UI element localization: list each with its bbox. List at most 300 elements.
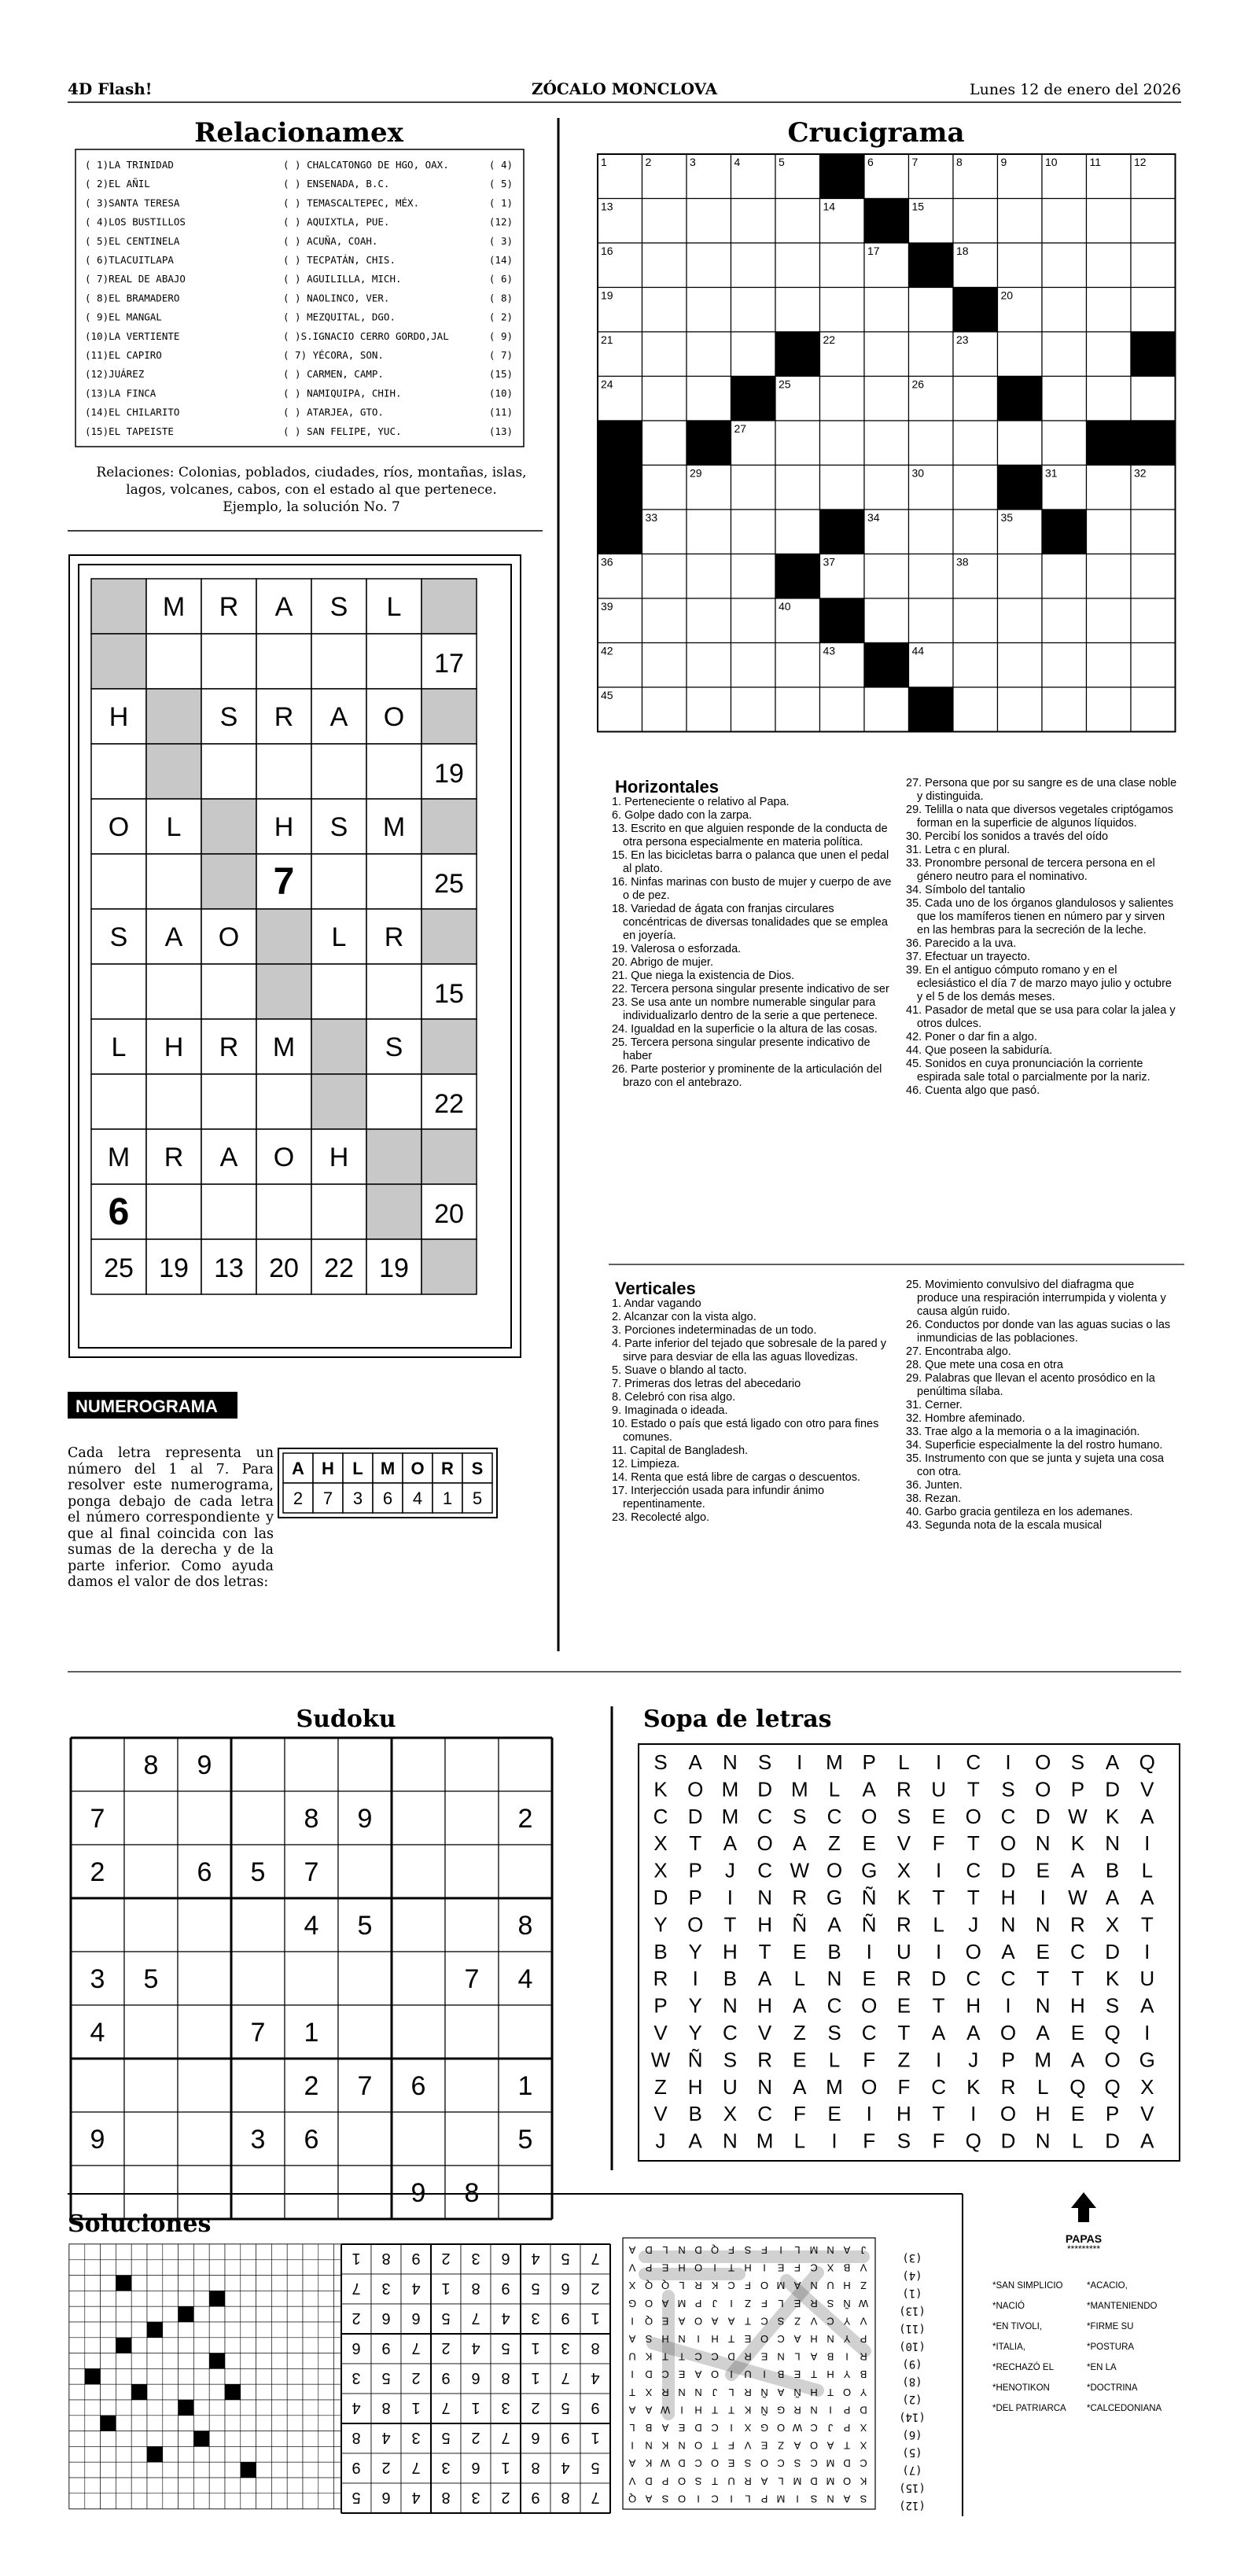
word-search-letter[interactable]: I bbox=[866, 1939, 872, 1963]
word-search-letter[interactable]: C bbox=[757, 1804, 772, 1828]
crossword-cell[interactable] bbox=[642, 199, 687, 244]
crossword-cell[interactable] bbox=[820, 243, 865, 288]
crossword-cell[interactable] bbox=[864, 377, 909, 421]
word-search-letter[interactable]: P bbox=[1070, 1777, 1085, 1801]
crossword-cell[interactable] bbox=[1087, 377, 1132, 421]
numerograma-number-cell[interactable] bbox=[311, 1074, 366, 1129]
word-search-letter[interactable]: O bbox=[965, 1939, 981, 1963]
word-search-letter[interactable]: O bbox=[861, 1993, 878, 2018]
word-search-letter[interactable]: K bbox=[966, 2074, 981, 2099]
sudoku-cell[interactable] bbox=[499, 2005, 552, 2059]
word-search-letter[interactable]: N bbox=[757, 1886, 772, 1909]
crossword-cell[interactable] bbox=[1131, 243, 1176, 288]
word-search-letter[interactable]: R bbox=[1000, 2074, 1016, 2099]
word-search-letter[interactable]: I bbox=[935, 1858, 942, 1882]
crossword-cell[interactable] bbox=[687, 598, 731, 643]
word-search-letter[interactable]: G bbox=[1139, 2048, 1155, 2072]
numerograma-number-cell[interactable] bbox=[256, 1184, 311, 1239]
numerograma-number-cell[interactable] bbox=[201, 964, 256, 1019]
numerograma-number-cell[interactable] bbox=[146, 964, 201, 1019]
word-search-letter[interactable]: H bbox=[1000, 1886, 1016, 1909]
numerograma-number-cell[interactable] bbox=[91, 1074, 146, 1129]
crossword-cell[interactable] bbox=[998, 421, 1043, 466]
numerograma-number-cell[interactable] bbox=[366, 964, 422, 1019]
sudoku-cell[interactable] bbox=[499, 1845, 552, 1898]
word-search-letter[interactable]: C bbox=[931, 2074, 946, 2099]
sudoku-cell[interactable] bbox=[231, 2166, 285, 2219]
word-search-letter[interactable]: O bbox=[687, 1912, 704, 1937]
word-search-letter[interactable]: A bbox=[1140, 1993, 1154, 2018]
word-search-letter[interactable]: N bbox=[1035, 2129, 1051, 2153]
word-search-letter[interactable]: H bbox=[723, 1939, 738, 1963]
word-search-letter[interactable]: M bbox=[721, 1804, 739, 1828]
word-search-letter[interactable]: T bbox=[689, 1831, 702, 1856]
word-search-letter[interactable]: G bbox=[861, 1858, 878, 1882]
word-search-letter[interactable]: H bbox=[757, 1993, 772, 2018]
word-search-letter[interactable]: V bbox=[757, 2021, 772, 2044]
sudoku-cell[interactable] bbox=[178, 1791, 231, 1845]
word-search-letter[interactable]: L bbox=[1141, 1858, 1154, 1882]
crossword-cell[interactable] bbox=[1131, 687, 1176, 732]
crossword-cell[interactable] bbox=[775, 421, 820, 466]
word-search-letter[interactable]: I bbox=[935, 2048, 942, 2072]
sudoku-cell[interactable] bbox=[445, 1791, 499, 1845]
word-search-letter[interactable]: A bbox=[793, 2074, 807, 2099]
crossword-cell[interactable] bbox=[731, 643, 776, 688]
crossword-cell[interactable] bbox=[775, 643, 820, 688]
sudoku-cell[interactable] bbox=[285, 1738, 338, 1791]
word-search-letter[interactable]: L bbox=[793, 2129, 806, 2153]
word-search-letter[interactable]: D bbox=[1105, 2129, 1120, 2153]
crossword-cell[interactable] bbox=[1087, 466, 1132, 510]
crossword-cell[interactable] bbox=[687, 377, 731, 421]
crossword-cell[interactable] bbox=[864, 332, 909, 377]
word-search-letter[interactable]: N bbox=[1035, 1912, 1051, 1937]
word-search-letter[interactable]: V bbox=[1140, 2102, 1154, 2126]
word-search-letter[interactable]: O bbox=[1000, 1831, 1017, 1856]
crossword-cell[interactable] bbox=[864, 598, 909, 643]
crossword-cell[interactable] bbox=[731, 466, 776, 510]
numerograma-number-cell[interactable] bbox=[311, 964, 366, 1019]
crossword-cell[interactable] bbox=[642, 466, 687, 510]
numerograma-number-cell[interactable] bbox=[256, 744, 311, 799]
crossword-cell[interactable] bbox=[953, 687, 998, 732]
crossword-cell[interactable] bbox=[1087, 598, 1132, 643]
word-search-letter[interactable]: N bbox=[1035, 1831, 1051, 1856]
word-search-letter[interactable]: J bbox=[724, 1858, 735, 1882]
word-search-letter[interactable]: A bbox=[1105, 1750, 1120, 1774]
sudoku-cell[interactable] bbox=[124, 1845, 178, 1898]
word-search-letter[interactable]: N bbox=[1000, 1912, 1016, 1937]
numerograma-number-cell[interactable] bbox=[366, 1074, 422, 1129]
numerograma-number-cell[interactable] bbox=[201, 744, 256, 799]
word-search-letter[interactable]: F bbox=[897, 2074, 911, 2099]
crossword-cell[interactable] bbox=[864, 288, 909, 333]
crossword-cell[interactable] bbox=[687, 554, 731, 599]
word-search-letter[interactable]: G bbox=[826, 1886, 843, 1909]
numerograma-number-cell[interactable] bbox=[91, 964, 146, 1019]
word-search-letter[interactable]: C bbox=[1000, 1804, 1016, 1828]
word-search-letter[interactable]: N bbox=[723, 1993, 738, 2018]
sudoku-cell[interactable] bbox=[338, 2005, 392, 2059]
sudoku-cell[interactable] bbox=[71, 2059, 124, 2112]
word-search-letter[interactable]: K bbox=[1105, 1804, 1120, 1828]
numerograma-number-cell[interactable] bbox=[311, 744, 366, 799]
sudoku-cell[interactable] bbox=[392, 1791, 445, 1845]
word-search-letter[interactable]: P bbox=[653, 1993, 668, 2018]
word-search-letter[interactable]: B bbox=[688, 2102, 702, 2126]
word-search-letter[interactable]: C bbox=[757, 2102, 772, 2126]
word-search-letter[interactable]: C bbox=[861, 2021, 877, 2044]
sudoku-cell[interactable] bbox=[231, 1738, 285, 1791]
sudoku-cell[interactable] bbox=[178, 2005, 231, 2059]
sudoku-cell[interactable] bbox=[392, 1952, 445, 2005]
crossword-cell[interactable] bbox=[687, 288, 731, 333]
word-search-letter[interactable]: I bbox=[1005, 1750, 1011, 1774]
word-search-letter[interactable]: L bbox=[1072, 2129, 1084, 2153]
numerograma-number-cell[interactable] bbox=[366, 854, 422, 909]
crossword-cell[interactable] bbox=[820, 288, 865, 333]
sudoku-cell[interactable] bbox=[499, 1738, 552, 1791]
word-search-letter[interactable]: O bbox=[1035, 1777, 1051, 1801]
word-search-letter[interactable]: R bbox=[896, 1777, 911, 1801]
word-search-letter[interactable]: I bbox=[935, 1939, 942, 1963]
word-search-letter[interactable]: H bbox=[687, 2074, 703, 2099]
word-search-letter[interactable]: E bbox=[1070, 2102, 1085, 2126]
word-search-letter[interactable]: L bbox=[1036, 2074, 1049, 2099]
word-search-letter[interactable]: Ñ bbox=[861, 1886, 877, 1909]
word-search-letter[interactable]: E bbox=[793, 2048, 807, 2072]
crossword-cell[interactable] bbox=[1042, 199, 1087, 244]
word-search-letter[interactable]: T bbox=[758, 1939, 771, 1963]
sudoku-cell[interactable] bbox=[392, 1738, 445, 1791]
sudoku-cell[interactable] bbox=[338, 1952, 392, 2005]
crossword-cell[interactable] bbox=[731, 288, 776, 333]
numerograma-number-cell[interactable] bbox=[201, 1184, 256, 1239]
word-search-letter[interactable]: D bbox=[687, 1804, 703, 1828]
crossword-cell[interactable] bbox=[775, 199, 820, 244]
word-search-letter[interactable]: Q bbox=[1069, 2074, 1086, 2099]
word-search-letter[interactable]: T bbox=[1071, 1967, 1084, 1991]
crossword-cell[interactable] bbox=[1042, 421, 1087, 466]
numerograma-number-cell[interactable] bbox=[201, 1074, 256, 1129]
word-search-letter[interactable]: R bbox=[896, 1967, 911, 1991]
word-search-letter[interactable]: D bbox=[757, 1777, 772, 1801]
crossword-cell[interactable] bbox=[775, 687, 820, 732]
word-search-letter[interactable]: P bbox=[1105, 2102, 1120, 2126]
crossword-cell[interactable] bbox=[775, 243, 820, 288]
crossword-cell[interactable] bbox=[1087, 643, 1132, 688]
word-search-letter[interactable]: D bbox=[1105, 1777, 1120, 1801]
numerograma-number-cell[interactable] bbox=[366, 744, 422, 799]
word-search-letter[interactable]: I bbox=[1040, 1886, 1046, 1909]
sudoku-cell[interactable] bbox=[499, 2166, 552, 2219]
word-search-letter[interactable]: S bbox=[896, 2129, 911, 2153]
word-search-letter[interactable]: X bbox=[723, 2102, 738, 2126]
sudoku-cell[interactable] bbox=[178, 1952, 231, 2005]
sudoku-cell[interactable] bbox=[445, 1898, 499, 1952]
crossword-cell[interactable] bbox=[998, 687, 1043, 732]
word-search-letter[interactable]: W bbox=[650, 2048, 671, 2072]
crossword-cell[interactable] bbox=[864, 421, 909, 466]
word-search-letter[interactable]: I bbox=[1144, 2021, 1150, 2044]
crossword-cell[interactable] bbox=[864, 687, 909, 732]
sudoku-cell[interactable] bbox=[124, 2059, 178, 2112]
crossword-cell[interactable] bbox=[1131, 288, 1176, 333]
word-search-letter[interactable]: I bbox=[692, 1967, 698, 1991]
word-search-letter[interactable]: T bbox=[1140, 1912, 1154, 1937]
word-search-letter[interactable]: T bbox=[966, 1886, 980, 1909]
word-search-letter[interactable]: M bbox=[1034, 2048, 1052, 2072]
word-search-letter[interactable]: V bbox=[896, 1831, 911, 1856]
crossword-cell[interactable] bbox=[731, 687, 776, 732]
word-search-letter[interactable]: M bbox=[790, 1777, 808, 1801]
crossword-cell[interactable] bbox=[820, 421, 865, 466]
word-search-letter[interactable]: S bbox=[1105, 1993, 1120, 2018]
crossword-cell[interactable] bbox=[687, 510, 731, 554]
word-search-letter[interactable]: F bbox=[932, 2129, 945, 2153]
word-search-letter[interactable]: L bbox=[828, 2048, 841, 2072]
numerograma-number-cell[interactable] bbox=[311, 854, 366, 909]
crossword-cell[interactable] bbox=[1131, 377, 1176, 421]
crossword-cell[interactable] bbox=[731, 554, 776, 599]
word-search-letter[interactable]: T bbox=[966, 1831, 980, 1856]
word-search-letter[interactable]: A bbox=[931, 2021, 946, 2044]
word-search-letter[interactable]: U bbox=[1139, 1967, 1155, 1991]
word-search-letter[interactable]: S bbox=[1070, 1750, 1085, 1774]
word-search-letter[interactable]: F bbox=[932, 1831, 945, 1856]
word-search-letter[interactable]: R bbox=[896, 1912, 911, 1937]
crossword-cell[interactable] bbox=[1087, 332, 1132, 377]
crossword-cell[interactable] bbox=[1131, 554, 1176, 599]
sudoku-cell[interactable] bbox=[71, 1898, 124, 1952]
word-search-letter[interactable]: S bbox=[723, 2048, 738, 2072]
word-search-letter[interactable]: O bbox=[757, 1831, 773, 1856]
crossword-cell[interactable] bbox=[687, 643, 731, 688]
numerograma-number-cell[interactable] bbox=[311, 1184, 366, 1239]
crossword-cell[interactable] bbox=[953, 199, 998, 244]
numerograma-number-cell[interactable] bbox=[146, 1184, 201, 1239]
word-search-letter[interactable]: D bbox=[931, 1967, 946, 1991]
crossword-cell[interactable] bbox=[1131, 598, 1176, 643]
crossword-cell[interactable] bbox=[642, 598, 687, 643]
numerograma-number-cell[interactable] bbox=[91, 854, 146, 909]
word-search-letter[interactable]: I bbox=[1144, 1939, 1150, 1963]
crossword-cell[interactable] bbox=[909, 421, 954, 466]
word-search-letter[interactable]: N bbox=[723, 1750, 738, 1774]
word-search-letter[interactable]: I bbox=[1144, 1831, 1150, 1856]
word-search-letter[interactable]: L bbox=[933, 1912, 944, 1937]
numerograma-number-cell[interactable] bbox=[201, 854, 256, 909]
word-search-letter[interactable]: H bbox=[1035, 2102, 1051, 2126]
word-search-letter[interactable]: N bbox=[757, 2074, 772, 2099]
word-search-letter[interactable]: Y bbox=[688, 2021, 702, 2044]
numerograma-number-cell[interactable] bbox=[146, 1074, 201, 1129]
numerograma-number-cell[interactable] bbox=[91, 634, 146, 689]
word-search-letter[interactable]: W bbox=[1068, 1804, 1088, 1828]
word-search-letter[interactable]: M bbox=[756, 2129, 774, 2153]
crossword-cell[interactable] bbox=[687, 332, 731, 377]
word-search-letter[interactable]: O bbox=[861, 2074, 878, 2099]
word-search-letter[interactable]: A bbox=[966, 2021, 981, 2044]
crossword-cell[interactable] bbox=[953, 466, 998, 510]
sudoku-cell[interactable] bbox=[124, 2005, 178, 2059]
crossword-cell[interactable] bbox=[1042, 243, 1087, 288]
word-search-letter[interactable]: I bbox=[831, 2129, 838, 2153]
word-search-letter[interactable]: C bbox=[966, 1858, 981, 1882]
word-search-letter[interactable]: O bbox=[1104, 2048, 1121, 2072]
word-search-letter[interactable]: C bbox=[1070, 1939, 1085, 1963]
word-search-letter[interactable]: Z bbox=[654, 2074, 667, 2099]
crossword-cell[interactable] bbox=[1131, 510, 1176, 554]
word-search-letter[interactable]: R bbox=[653, 1967, 668, 1991]
sudoku-cell[interactable] bbox=[285, 2166, 338, 2219]
word-search-letter[interactable]: Z bbox=[897, 2048, 911, 2072]
crossword-cell[interactable] bbox=[642, 332, 687, 377]
word-search-letter[interactable]: N bbox=[1035, 1993, 1051, 2018]
sudoku-cell[interactable] bbox=[445, 1738, 499, 1791]
word-search-letter[interactable]: E bbox=[793, 1939, 807, 1963]
word-search-letter[interactable]: W bbox=[790, 1858, 810, 1882]
word-search-letter[interactable]: I bbox=[1005, 1993, 1011, 2018]
crossword-cell[interactable] bbox=[953, 510, 998, 554]
word-search-letter[interactable]: K bbox=[1070, 1831, 1085, 1856]
word-search-letter[interactable]: K bbox=[653, 1777, 668, 1801]
crossword-cell[interactable] bbox=[909, 598, 954, 643]
word-search-letter[interactable]: X bbox=[653, 1831, 668, 1856]
crossword-cell[interactable] bbox=[1042, 643, 1087, 688]
numerograma-number-cell[interactable] bbox=[311, 634, 366, 689]
crossword-cell[interactable] bbox=[1131, 199, 1176, 244]
numerograma-number-cell[interactable] bbox=[256, 964, 311, 1019]
crossword-cell[interactable] bbox=[1042, 332, 1087, 377]
word-search-letter[interactable]: B bbox=[827, 1939, 841, 1963]
word-search-letter[interactable]: E bbox=[1036, 1939, 1050, 1963]
word-search-letter[interactable]: L bbox=[793, 1967, 806, 1991]
word-search-letter[interactable]: D bbox=[1105, 1939, 1120, 1963]
word-search-letter[interactable]: H bbox=[1070, 1993, 1085, 2018]
crossword-cell[interactable] bbox=[731, 199, 776, 244]
crossword-cell[interactable] bbox=[909, 510, 954, 554]
word-search-letter[interactable]: X bbox=[1140, 2074, 1154, 2099]
word-search-letter[interactable]: T bbox=[932, 1993, 945, 2018]
word-search-letter[interactable]: S bbox=[793, 1804, 807, 1828]
word-search-letter[interactable]: A bbox=[1140, 2129, 1154, 2153]
sudoku-cell[interactable] bbox=[338, 1738, 392, 1791]
crossword-cell[interactable] bbox=[1087, 510, 1132, 554]
word-search-letter[interactable]: A bbox=[1070, 2048, 1085, 2072]
word-search-letter[interactable]: X bbox=[653, 1858, 668, 1882]
word-search-letter[interactable]: E bbox=[827, 2102, 841, 2126]
word-search-letter[interactable]: P bbox=[1001, 2048, 1015, 2072]
word-search-letter[interactable]: J bbox=[968, 2048, 979, 2072]
word-search-letter[interactable]: Q bbox=[1139, 1750, 1155, 1774]
word-search-letter[interactable]: B bbox=[1105, 1858, 1120, 1882]
word-search-letter[interactable]: T bbox=[723, 1912, 737, 1937]
crossword-cell[interactable] bbox=[1042, 598, 1087, 643]
word-search-letter[interactable]: A bbox=[688, 2129, 702, 2153]
word-search-letter[interactable]: F bbox=[793, 2102, 806, 2126]
word-search-letter[interactable]: D bbox=[1000, 2129, 1016, 2153]
crossword-cell[interactable] bbox=[998, 598, 1043, 643]
word-search-letter[interactable]: N bbox=[826, 1967, 842, 1991]
crossword-cell[interactable] bbox=[1042, 687, 1087, 732]
word-search-letter[interactable]: R bbox=[757, 2048, 772, 2072]
crossword-cell[interactable] bbox=[687, 243, 731, 288]
word-search-letter[interactable]: Z bbox=[828, 1831, 841, 1856]
word-search-letter[interactable]: K bbox=[1105, 1967, 1120, 1991]
word-search-letter[interactable]: A bbox=[793, 1831, 807, 1856]
word-search-letter[interactable]: Y bbox=[688, 1993, 702, 2018]
word-search-letter[interactable]: L bbox=[898, 1750, 910, 1774]
word-search-letter[interactable]: V bbox=[1140, 1777, 1154, 1801]
sudoku-cell[interactable] bbox=[445, 2059, 499, 2112]
word-search-letter[interactable]: O bbox=[826, 1858, 843, 1882]
crossword-cell[interactable] bbox=[864, 466, 909, 510]
sudoku-cell[interactable] bbox=[392, 2112, 445, 2166]
crossword-cell[interactable] bbox=[1087, 288, 1132, 333]
word-search-letter[interactable]: P bbox=[688, 1886, 702, 1909]
sudoku-cell[interactable] bbox=[445, 2005, 499, 2059]
crossword-cell[interactable] bbox=[642, 421, 687, 466]
word-search-letter[interactable]: S bbox=[896, 1804, 911, 1828]
crossword-cell[interactable] bbox=[1087, 687, 1132, 732]
word-search-letter[interactable]: E bbox=[862, 1831, 876, 1856]
numerograma-number-cell[interactable] bbox=[146, 744, 201, 799]
sudoku-cell[interactable] bbox=[178, 2059, 231, 2112]
crossword-cell[interactable] bbox=[998, 554, 1043, 599]
word-search-letter[interactable]: C bbox=[966, 1750, 981, 1774]
word-search-letter[interactable]: H bbox=[896, 2102, 911, 2126]
crossword-cell[interactable] bbox=[953, 421, 998, 466]
word-search-letter[interactable]: D bbox=[1035, 1804, 1051, 1828]
crossword-cell[interactable] bbox=[953, 598, 998, 643]
word-search-letter[interactable]: C bbox=[826, 1993, 842, 2018]
word-search-letter[interactable]: T bbox=[897, 2021, 911, 2044]
word-search-letter[interactable]: H bbox=[966, 1993, 981, 2018]
sudoku-cell[interactable] bbox=[71, 1738, 124, 1791]
word-search-letter[interactable]: C bbox=[966, 1967, 981, 1991]
crossword-cell[interactable] bbox=[909, 332, 954, 377]
word-search-letter[interactable]: A bbox=[862, 1777, 876, 1801]
word-search-letter[interactable]: E bbox=[1036, 1858, 1050, 1882]
word-search-letter[interactable]: Ñ bbox=[792, 1912, 808, 1937]
sudoku-cell[interactable] bbox=[124, 1791, 178, 1845]
sudoku-cell[interactable] bbox=[445, 1845, 499, 1898]
word-search-letter[interactable]: F bbox=[863, 2129, 876, 2153]
sudoku-cell[interactable] bbox=[338, 1845, 392, 1898]
numerograma-number-cell[interactable] bbox=[201, 634, 256, 689]
word-search-letter[interactable]: A bbox=[723, 1831, 738, 1856]
word-search-letter[interactable]: N bbox=[723, 2129, 738, 2153]
sudoku-cell[interactable] bbox=[124, 1898, 178, 1952]
word-search-letter[interactable]: O bbox=[1000, 2021, 1017, 2044]
crossword-cell[interactable] bbox=[642, 687, 687, 732]
numerograma-number-cell[interactable] bbox=[256, 1074, 311, 1129]
crossword-cell[interactable] bbox=[642, 377, 687, 421]
word-search-letter[interactable]: S bbox=[1001, 1777, 1015, 1801]
word-search-letter[interactable]: O bbox=[861, 1804, 878, 1828]
word-search-letter[interactable]: E bbox=[862, 1967, 876, 1991]
crossword-cell[interactable] bbox=[998, 643, 1043, 688]
crossword-cell[interactable] bbox=[775, 510, 820, 554]
sudoku-cell[interactable] bbox=[392, 1845, 445, 1898]
numerograma-number-cell[interactable] bbox=[366, 634, 422, 689]
word-search-letter[interactable]: J bbox=[655, 2129, 666, 2153]
crossword-cell[interactable] bbox=[998, 332, 1043, 377]
crossword-cell[interactable] bbox=[1042, 554, 1087, 599]
word-search-letter[interactable]: P bbox=[862, 1750, 876, 1774]
